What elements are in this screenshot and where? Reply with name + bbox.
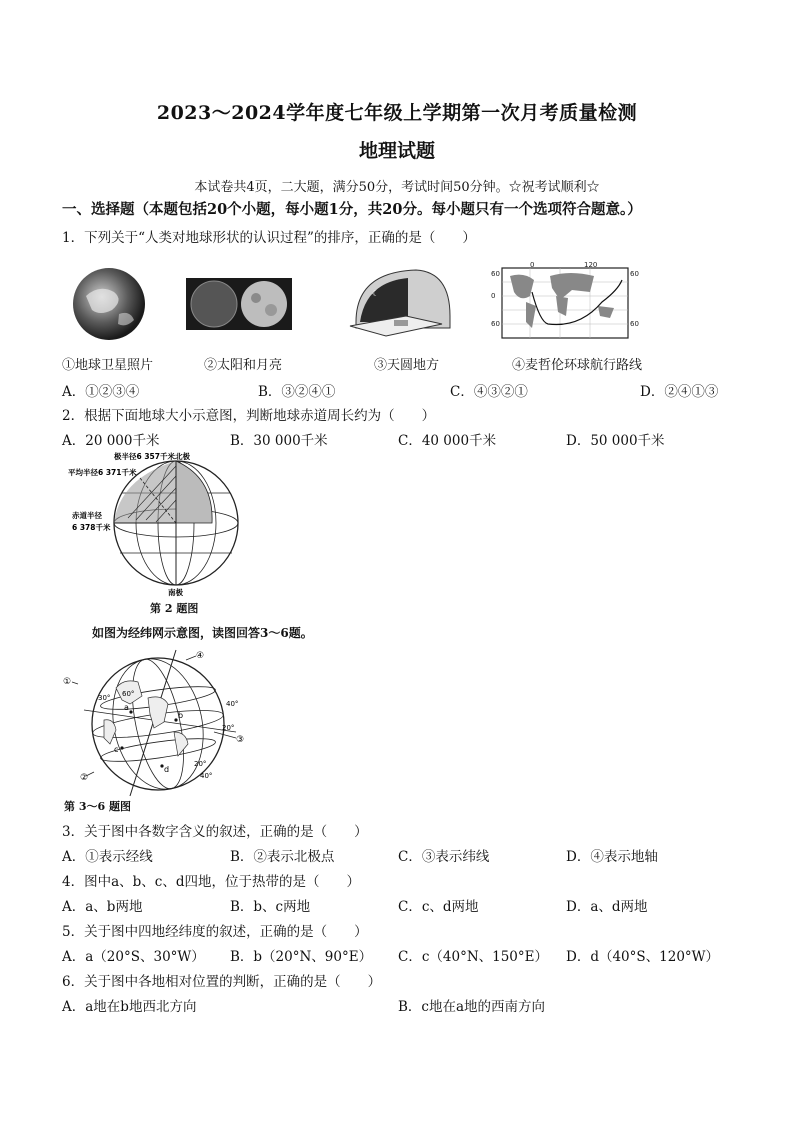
degree-label-20n: 20°	[222, 724, 235, 732]
graticule-globe-diagram	[64, 648, 254, 796]
degree-label-40s: 40°	[200, 772, 213, 780]
svg-text:☾: ☾	[372, 289, 380, 298]
q4-option-a[interactable]: A．a、b两地	[62, 899, 143, 915]
svg-text:60: 60	[630, 320, 639, 328]
mark-4-label: ④	[196, 651, 205, 661]
q2-option-c[interactable]: C．40 000千米	[398, 433, 497, 449]
q2-option-b[interactable]: B．30 000千米	[230, 433, 328, 449]
exam-note: 本试卷共4页，二大题，满分50分，考试时间50分钟。☆祝考试顺利☆	[194, 180, 600, 195]
degree-label-20s: 20°	[194, 760, 207, 768]
svg-text:120: 120	[584, 261, 598, 269]
q3-option-b[interactable]: B．②表示北极点	[230, 849, 335, 865]
q1-caption-2: ②太阳和月亮	[204, 358, 283, 373]
q2-option-d[interactable]: D．50 000千米	[566, 433, 665, 449]
sun-moon-image	[186, 278, 292, 330]
mark-2-label: ②	[80, 773, 89, 783]
q5-option-d[interactable]: D．d（40°S、120°W）	[566, 949, 720, 965]
figure-3-6-caption: 第 3～6 题图	[64, 800, 131, 813]
question-4-stem: 4．图中a、b、c、d四地，位于热带的是（ ）	[62, 874, 360, 890]
south-pole-label: 南极	[168, 588, 183, 597]
point-c-label: c	[114, 745, 119, 754]
svg-text:0: 0	[530, 261, 535, 269]
degree-label-30: 30°	[98, 694, 111, 702]
q2-option-a[interactable]: A．20 000千米	[62, 433, 160, 449]
point-b-label: b	[178, 711, 184, 720]
question-3-stem: 3．关于图中各数字含义的叙述，正确的是（ ）	[62, 824, 368, 840]
figure-2-caption: 第 2 题图	[150, 602, 199, 615]
question-6-stem: 6．关于图中各地相对位置的判断，正确的是（ ）	[62, 974, 382, 990]
q5-option-b[interactable]: B．b（20°N、90°E）	[230, 949, 373, 965]
q3-option-c[interactable]: C．③表示纬线	[398, 849, 490, 865]
q3-option-d[interactable]: D．④表示地轴	[566, 849, 658, 865]
svg-text:60: 60	[630, 270, 639, 278]
equator-radius-label-2: 6 378千米	[72, 523, 111, 532]
q1-caption-3: ③天圆地方	[374, 358, 440, 373]
round-sky-square-earth-image	[346, 266, 452, 342]
degree-label-40n: 40°	[226, 700, 239, 708]
question-2-stem: 2．根据下面地球大小示意图，判断地球赤道周长约为（ ）	[62, 408, 436, 424]
exam-title: 2023～2024学年度七年级上学期第一次月考质量检测	[156, 102, 638, 124]
earth-size-diagram	[64, 448, 254, 598]
q1-option-b[interactable]: B．③②④①	[258, 384, 336, 400]
question-1-stem: 1．下列关于“人类对地球形状的认识过程”的排序，正确的是（ ）	[62, 230, 476, 246]
section-heading: 一、选择题（本题包括20个小题，每小题1分，共20分。每小题只有一个选项符合题意。）	[62, 201, 642, 218]
q4-option-c[interactable]: C．c、d两地	[398, 899, 479, 915]
svg-text:0: 0	[491, 292, 496, 300]
q3-6-intro: 如图为经纬网示意图，读图回答3～6题。	[92, 626, 313, 640]
point-a-label: a	[124, 703, 129, 712]
mark-1-label: ①	[63, 677, 72, 687]
q5-option-a[interactable]: A．a（20°S、30°W）	[62, 949, 205, 965]
q1-caption-1: ①地球卫星照片	[62, 358, 154, 373]
q4-option-d[interactable]: D．a、d两地	[566, 899, 648, 915]
exam-subtitle: 地理试题	[358, 140, 435, 162]
svg-text:60: 60	[491, 270, 500, 278]
polar-radius-label: 极半径6 357千米北极	[114, 452, 190, 461]
q3-option-a[interactable]: A．①表示经线	[62, 849, 153, 865]
degree-label-60: 60°	[122, 690, 135, 698]
question-5-stem: 5．关于图中四地经纬度的叙述，正确的是（ ）	[62, 924, 368, 940]
q4-option-b[interactable]: B．b、c两地	[230, 899, 311, 915]
mean-radius-label: 平均半径6 371千米	[68, 468, 137, 477]
q1-option-a[interactable]: A．①②③④	[62, 384, 140, 400]
magellan-route-map-image	[490, 262, 640, 346]
mark-3-label: ③	[236, 735, 245, 745]
q5-option-c[interactable]: C．c（40°N、150°E）	[398, 949, 549, 965]
q1-option-c[interactable]: C．④③②①	[450, 384, 528, 400]
q6-option-a[interactable]: A．a地在b地西北方向	[62, 999, 197, 1015]
q1-caption-4: ④麦哲伦环球航行路线	[512, 358, 643, 373]
q6-option-b[interactable]: B．c地在a地的西南方向	[398, 999, 546, 1015]
equator-radius-label-1: 赤道半径	[72, 511, 102, 520]
svg-text:60: 60	[491, 320, 500, 328]
satellite-photo-image	[64, 266, 154, 342]
q1-option-d[interactable]: D．②④①③	[640, 384, 719, 400]
point-d-label: d	[164, 765, 170, 774]
